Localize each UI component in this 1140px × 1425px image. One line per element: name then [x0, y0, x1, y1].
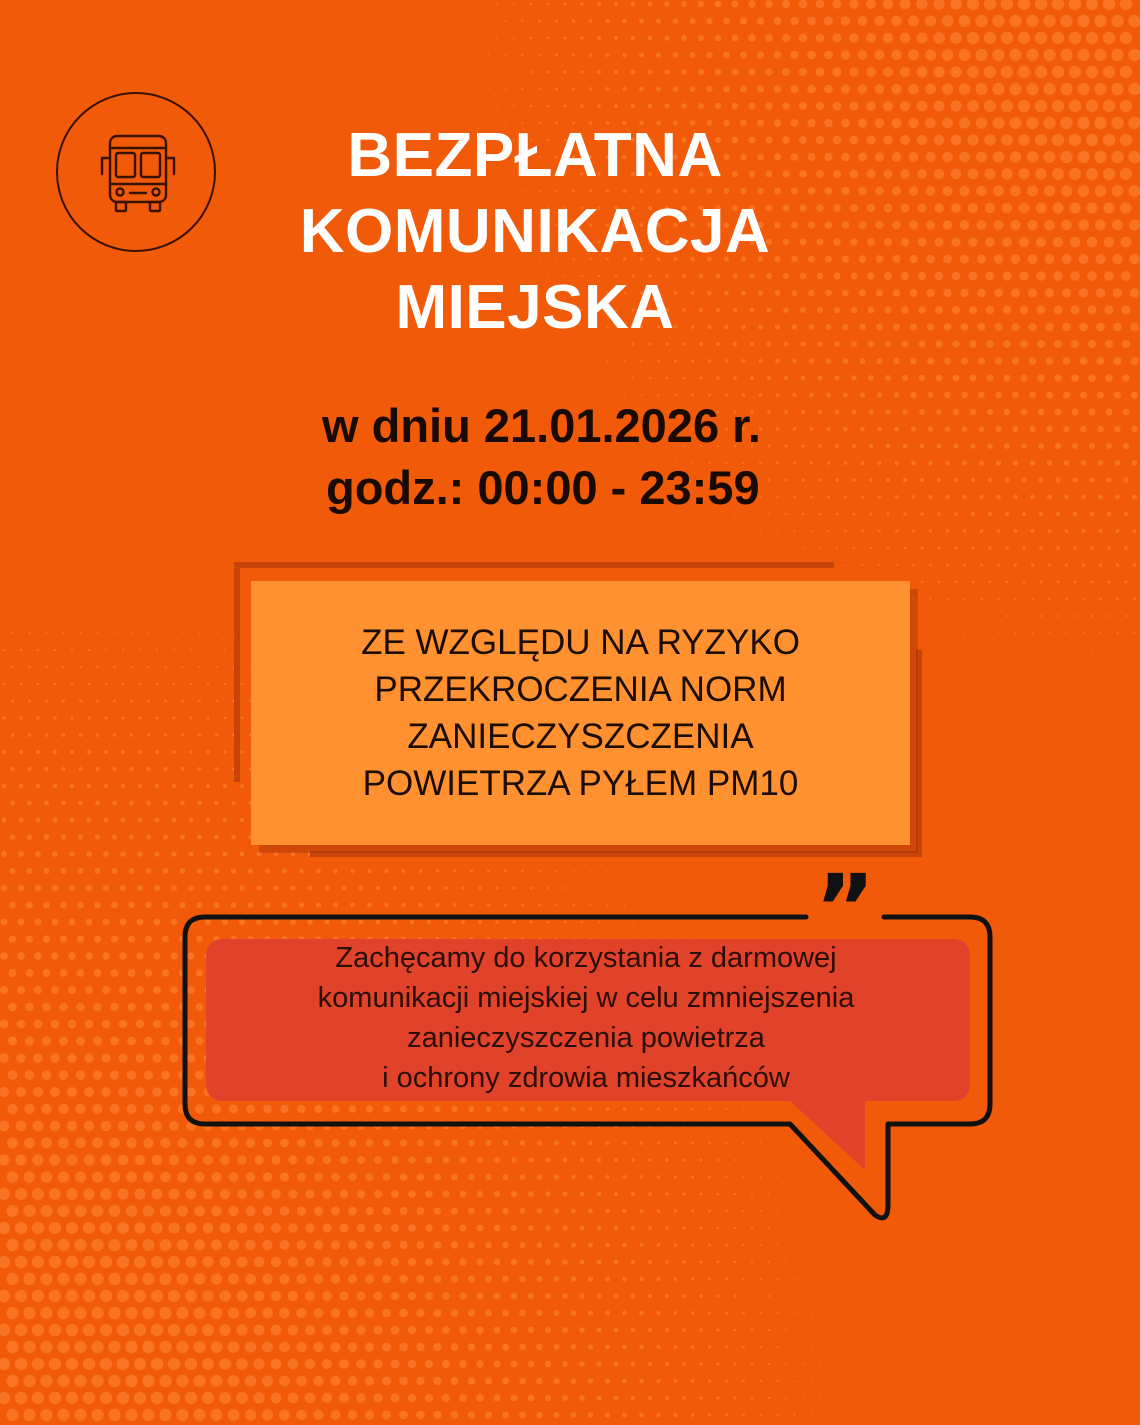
time-range-text: godz.: 00:00 - 23:59: [326, 461, 760, 514]
reason-line: ZE WZGLĘDU NA RYZYKO: [361, 623, 800, 662]
quote-line: i ochrony zdrowia mieszkańców: [382, 1062, 790, 1094]
quote-mark-icon: ”: [814, 855, 876, 962]
quote-text: [210, 938, 962, 1098]
quote-line: zanieczyszczenia powietrza: [407, 1022, 765, 1054]
title-line: BEZPŁATNA: [347, 121, 723, 190]
title-line: MIEJSKA: [395, 273, 675, 342]
reason-line: POWIETRZA PYŁEM PM10: [362, 764, 799, 803]
reason-line: ZANIECZYSZCZENIA: [407, 717, 754, 756]
date-text: w dniu 21.01.2026 r.: [322, 399, 761, 452]
reason-line: PRZEKROCZENIA NORM: [374, 670, 787, 709]
quote-line: Zachęcamy do korzystania z darmowej: [335, 942, 837, 974]
title-line: KOMUNIKACJA: [299, 197, 771, 266]
quote-line: komunikacji miejskiej w celu zmniejszenia: [317, 982, 855, 1014]
